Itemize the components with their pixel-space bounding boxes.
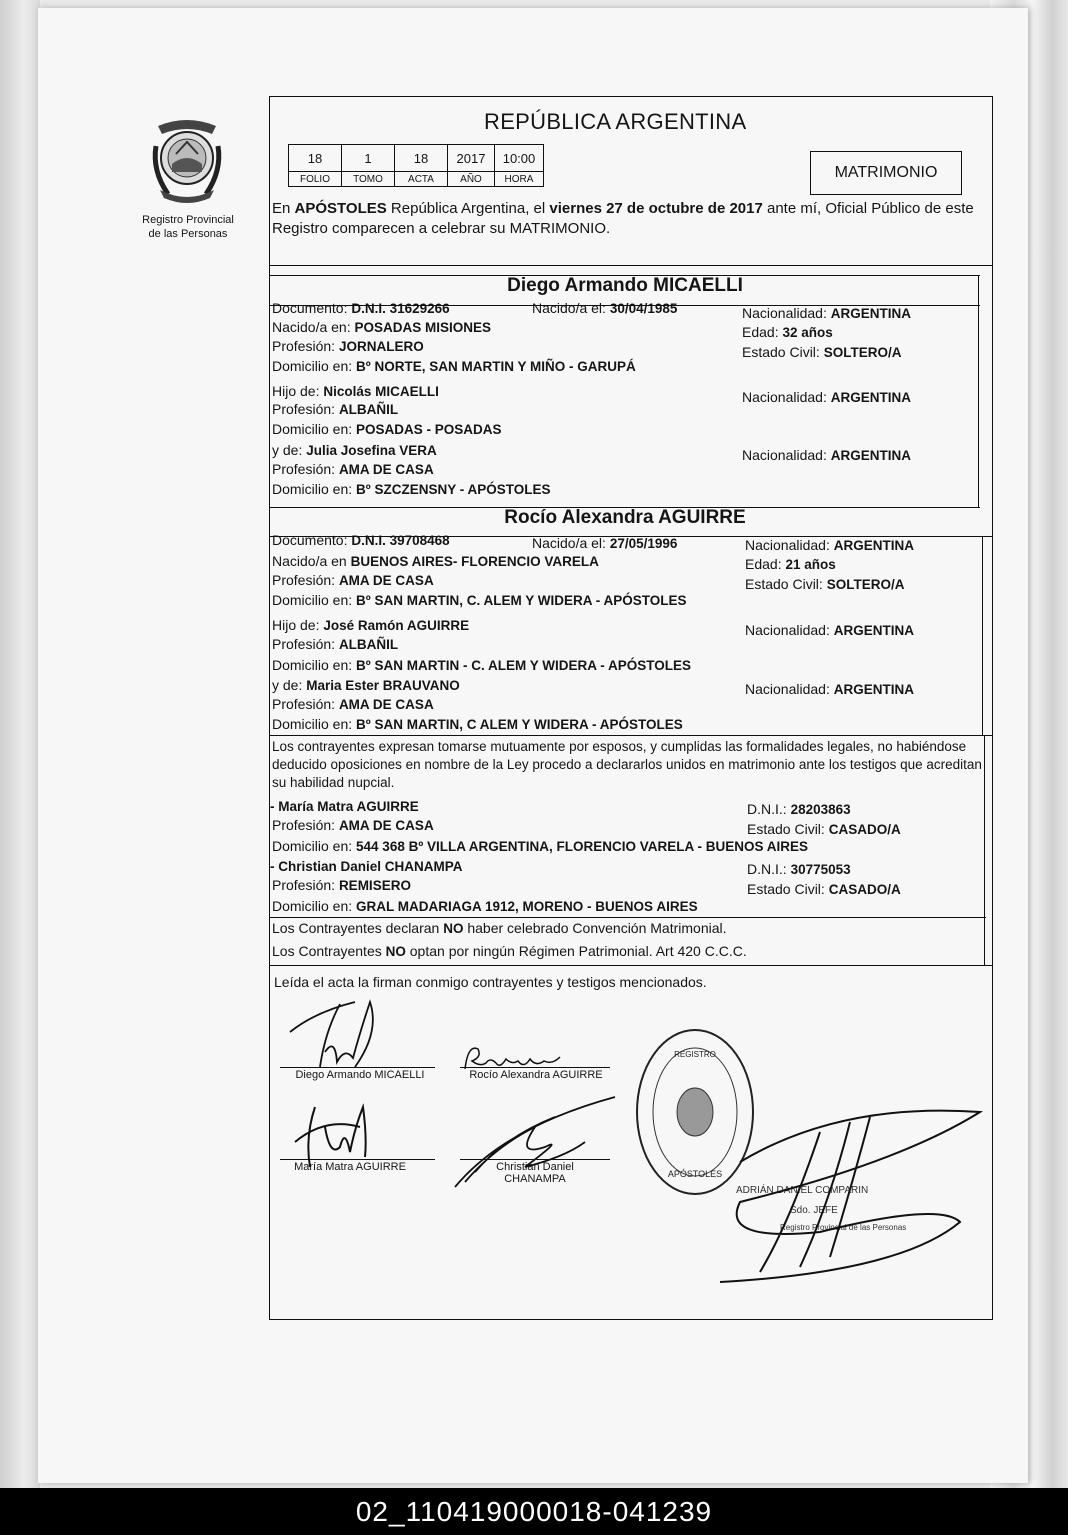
groom-father-address: Domicilio en: POSADAS - POSADAS [272, 421, 502, 437]
groom-name: Diego Armando MICAELLI [507, 275, 743, 296]
svg-text:APÓSTOLES: APÓSTOLES [667, 1169, 723, 1179]
groom-civil-status: Estado Civil: SOLTERO/A [742, 344, 902, 360]
bride-father-profession: Profesión: ALBAÑIL [272, 636, 399, 652]
bride-signature-label: Rocío Alexandra AGUIRRE [469, 1069, 603, 1081]
official-org: Registro Provincial de las Personas [780, 1223, 907, 1232]
witness1-profession: Profesión: AMA DE CASA [272, 817, 434, 833]
country-title: REPÚBLICA ARGENTINA [484, 109, 747, 134]
groom-mother-profession: Profesión: AMA DE CASA [272, 461, 434, 477]
bride-father-address: Domicilio en: Bº SAN MARTIN - C. ALEM Y WIDERA - APÓSTOLES [272, 657, 691, 673]
groom-born-in: Nacido/a en: POSADAS MISIONES [272, 319, 492, 335]
binder-edge [0, 0, 40, 1488]
hora-value: 10:00 [495, 145, 544, 172]
bride-profession: Profesión: AMA DE CASA [272, 572, 434, 588]
witness1-signature [285, 1097, 375, 1177]
divider [270, 265, 992, 266]
acta-label: ACTA [395, 172, 448, 187]
bride-age: Edad: 21 años [745, 556, 836, 572]
groom-mother-nationality: Nacionalidad: ARGENTINA [742, 447, 911, 463]
witness2-civil-status: Estado Civil: CASADO/A [747, 881, 901, 897]
bride-born-on: Nacido/a el: 27/05/1996 [532, 535, 678, 551]
closing-text: Leída el acta la firman conmigo contrayentes y testigos mencionados. [274, 974, 707, 990]
intro-place: APÓSTOLES [294, 200, 387, 217]
witness2-address: Domicilio en: GRAL MADARIAGA 1912, MORENO - BUENOS AIRES [272, 898, 698, 914]
groom-document: Documento: D.N.I. 31629266 [272, 300, 450, 316]
intro-text-3: ante mí, Oficial Público de este Registro comparecen a celebrar su MATRIMONIO. [272, 200, 974, 237]
tomo-value: 1 [342, 145, 395, 172]
bride-father-nationality: Nacionalidad: ARGENTINA [745, 622, 914, 638]
folio-label: FOLIO [289, 172, 342, 187]
divider [270, 917, 986, 918]
anio-label: AÑO [448, 172, 495, 187]
marriage-certificate [269, 96, 993, 1320]
divider [982, 536, 983, 736]
official-name: ADRIÁN DANIEL COMPARIN [736, 1185, 869, 1196]
bride-signature [460, 1039, 570, 1075]
witness2-name: - Christian Daniel CHANAMPA [270, 859, 463, 874]
regime-patrimonial: Los Contrayentes NO optan por ningún Régimen Patrimonial. Art 420 C.C.C. [272, 943, 747, 959]
divider [270, 735, 992, 736]
bride-civil-status: Estado Civil: SOLTERO/A [745, 576, 905, 592]
groom-father-profession: Profesión: ALBAÑIL [272, 401, 399, 417]
official-title: Sdo. JEFE [790, 1205, 838, 1216]
groom-mother: y de: Julia Josefina VERA [272, 442, 437, 458]
footer-code: 02_110419000018-041239 [0, 1488, 1068, 1535]
witness1-name: - María Matra AGUIRRE [270, 799, 419, 814]
official-signature [700, 1082, 990, 1297]
record-index-table [288, 144, 544, 187]
groom-profession: Profesión: JORNALERO [272, 338, 424, 354]
acta-value: 18 [395, 145, 448, 172]
groom-mother-address: Domicilio en: Bº SZCZENSNY - APÓSTOLES [272, 481, 551, 497]
bride-mother-nationality: Nacionalidad: ARGENTINA [745, 681, 914, 697]
folio-value: 18 [289, 145, 342, 172]
bride-address: Domicilio en: Bº SAN MARTIN, C. ALEM Y WIDERA - APÓSTOLES [272, 592, 687, 608]
regime-convention: Los Contrayentes declaran NO haber celebrado Convención Matrimonial. [272, 920, 727, 936]
groom-address: Domicilio en: Bº NORTE, SAN MARTIN Y MIÑO - GARUPÁ [272, 358, 636, 374]
bride-born-in: Nacido/a en BUENOS AIRES- FLORENCIO VARELA [272, 553, 599, 569]
groom-age: Edad: 32 años [742, 324, 833, 340]
bride-father: Hijo de: José Ramón AGUIRRE [272, 617, 470, 633]
groom-nationality: Nacionalidad: ARGENTINA [742, 305, 911, 321]
witness2-profession: Profesión: REMISERO [272, 877, 411, 893]
witness1-signature-label: María Matra AGUIRRE [294, 1161, 406, 1173]
registry-line1: Registro Provincial [142, 214, 234, 226]
tomo-label: TOMO [342, 172, 395, 187]
intro-text-1: En [272, 200, 295, 217]
witness2-signature [445, 1087, 635, 1197]
bride-mother-address: Domicilio en: Bº SAN MARTIN, C ALEM Y WIDERA - APÓSTOLES [272, 716, 683, 732]
groom-father-nationality: Nacionalidad: ARGENTINA [742, 389, 911, 405]
declaration-text: Los contrayentes expresan tomarse mutuamente por esposos, y cumplidas las formalidades legales, no habiéndose deducido oposiciones en nombre de la Ley procedo a declararlos unidos en matrimonio ante los testigos que acreditan su habilidad nupcial. [272, 739, 982, 790]
act-type-box: MATRIMONIO [810, 151, 962, 195]
anio-value: 2017 [448, 145, 495, 172]
divider [270, 965, 992, 966]
svg-text:REGISTRO: REGISTRO [674, 1050, 716, 1059]
bride-mother: y de: Maria Ester BRAUVANO [272, 677, 460, 693]
bride-document: Documento: D.N.I. 39708468 [272, 532, 450, 548]
province-seal-icon [146, 116, 228, 206]
groom-signature [285, 992, 395, 1072]
registry-name [120, 213, 256, 241]
registry-line2: de las Personas [148, 228, 228, 240]
witness1-address: Domicilio en: 544 368 Bº VILLA ARGENTINA, FLORENCIO VARELA - BUENOS AIRES [272, 838, 809, 854]
witness2-dni: D.N.I.: 30775053 [747, 861, 851, 877]
hora-label: HORA [495, 172, 544, 187]
bride-nationality: Nacionalidad: ARGENTINA [745, 537, 914, 553]
witness1-civil-status: Estado Civil: CASADO/A [747, 821, 901, 837]
witness2-signature-label: Christian Daniel CHANAMPA [496, 1161, 574, 1185]
groom-signature-label: Diego Armando MICAELLI [295, 1069, 425, 1081]
witness1-dni: D.N.I.: 28203863 [747, 801, 851, 817]
bride-mother-profession: Profesión: AMA DE CASA [272, 696, 434, 712]
intro-paragraph [272, 199, 982, 239]
intro-date: viernes 27 de octubre de 2017 [549, 200, 763, 217]
bride-name: Rocío Alexandra AGUIRRE [504, 507, 746, 528]
divider [978, 275, 979, 508]
groom-father: Hijo de: Nicolás MICAELLI [272, 383, 439, 399]
intro-text-2: República Argentina, el [386, 200, 550, 217]
groom-born-on: Nacido/a el: 30/04/1985 [532, 300, 678, 316]
